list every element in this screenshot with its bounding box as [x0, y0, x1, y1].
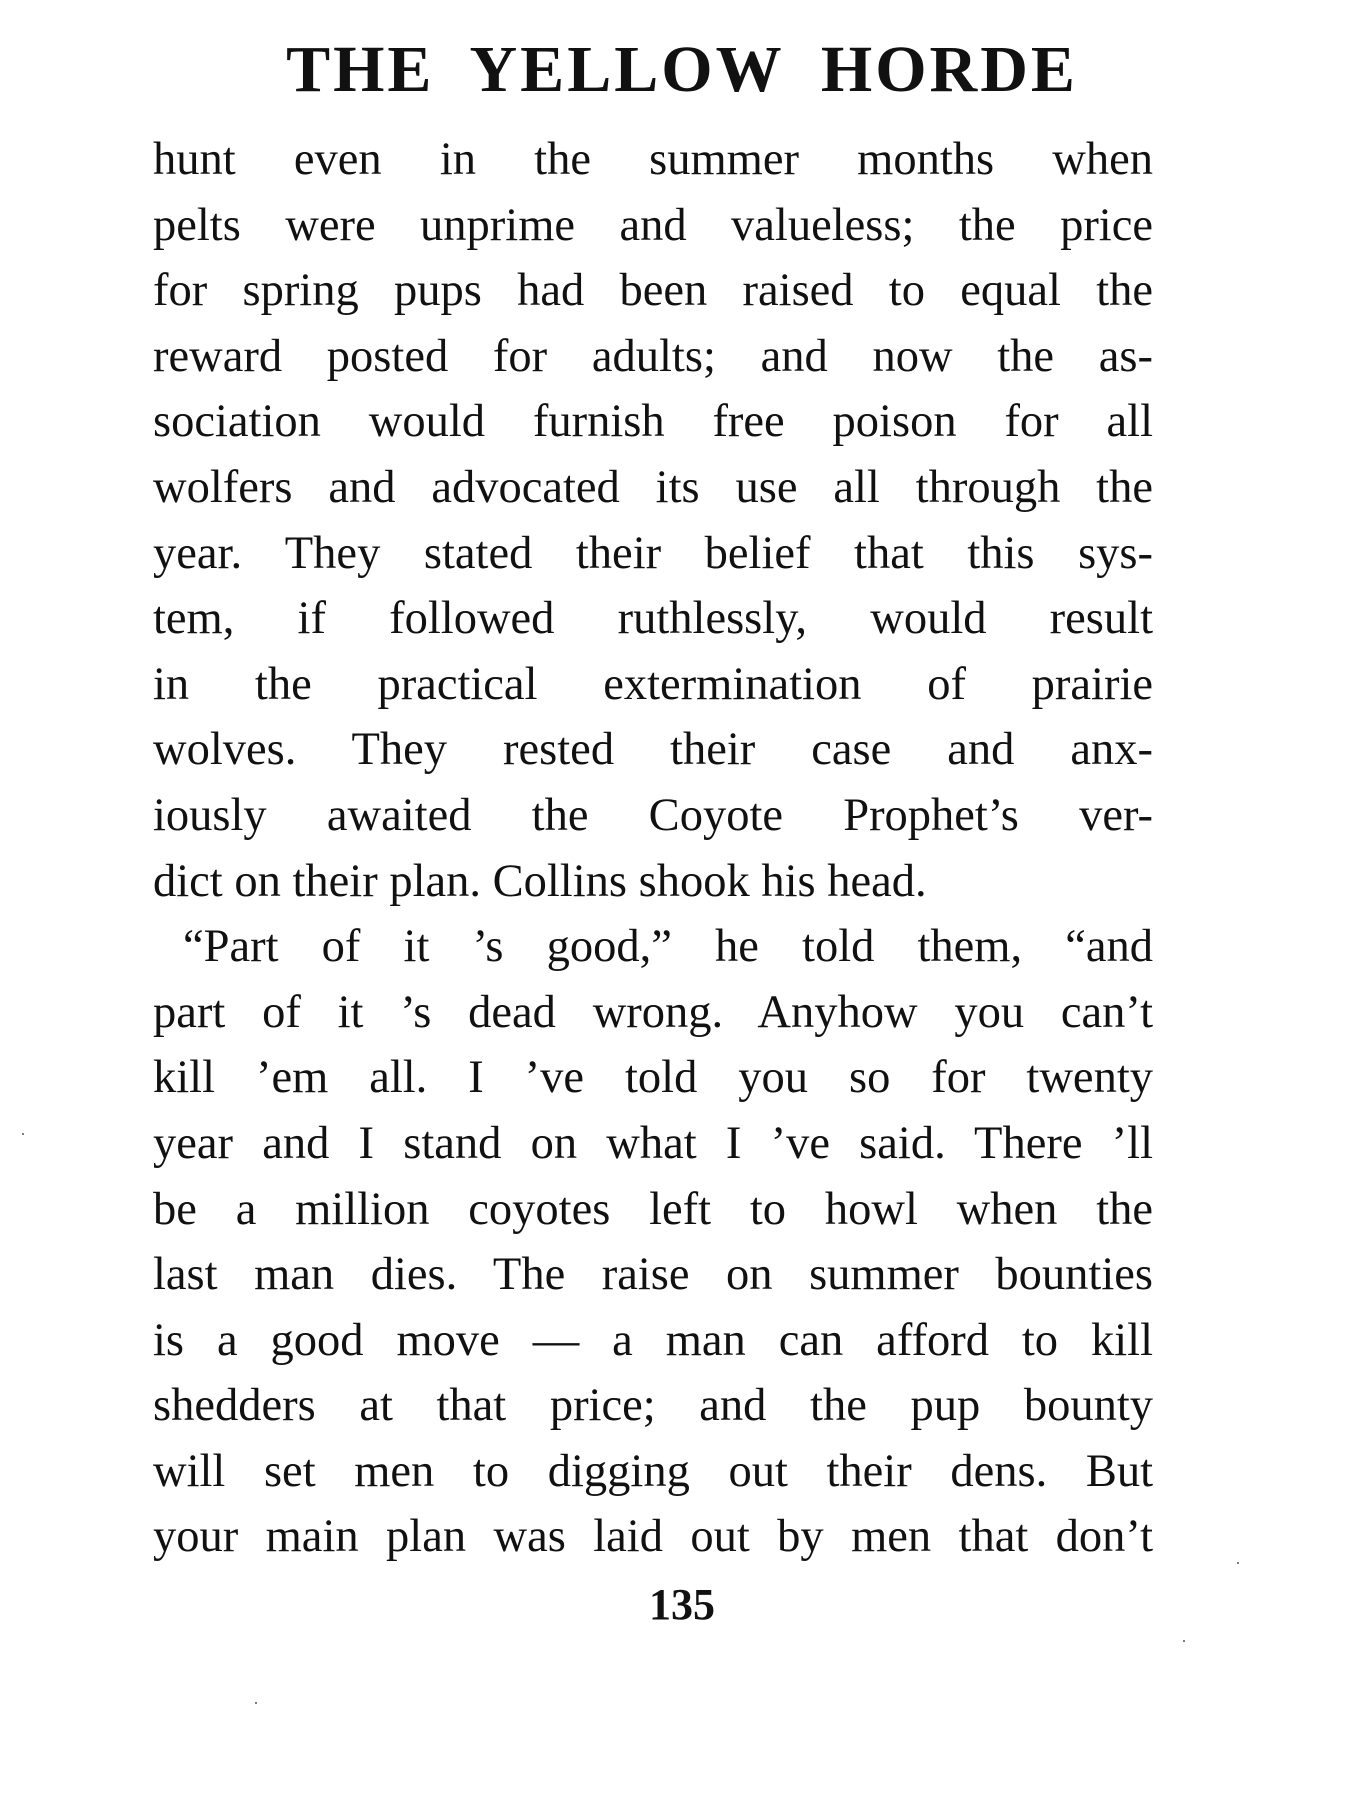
text-line: tem, if followed ruthlessly, would result [153, 593, 1153, 645]
text-line: be a million coyotes left to howl when the [153, 1183, 1153, 1235]
text-line: for spring pups had been raised to equal the [153, 265, 1153, 317]
page-title: THE YELLOW HORDE [286, 33, 1078, 106]
scan-speck [1183, 1640, 1185, 1642]
text-line: in the practical extermination of prairie [153, 658, 1153, 710]
page-number: 135 [649, 1580, 715, 1629]
text-line: year and I stand on what I ’ve said. There ’ll [153, 1117, 1153, 1169]
body-text [153, 127, 1153, 1570]
text-line: part of it ’s dead wrong. Anyhow you can’t [153, 986, 1153, 1038]
text-line: year. They stated their belief that this sys- [153, 527, 1153, 579]
scan-speck [255, 1702, 257, 1704]
text-line: dict on their plan. Collins shook his head. [153, 855, 927, 907]
scan-speck [1237, 1562, 1239, 1564]
text-line: kill ’em all. I ’ve told you so for twenty [153, 1052, 1153, 1104]
scan-speck [22, 1133, 24, 1135]
text-line: reward posted for adults; and now the as- [153, 330, 1153, 382]
text-line: is a good move — a man can afford to kill [153, 1314, 1153, 1366]
text-line: will set men to digging out their dens. But [153, 1445, 1153, 1497]
text-line: shedders at that price; and the pup bounty [153, 1380, 1153, 1432]
text-line: pelts were unprime and valueless; the price [153, 199, 1153, 251]
text-line: iously awaited the Coyote Prophet’s ver- [153, 789, 1153, 841]
text-line: “Part of it ’s good,” he told them, “and [183, 921, 1153, 973]
text-line: your main plan was laid out by men that don’t [153, 1511, 1153, 1563]
text-line: hunt even in the summer months when [153, 134, 1153, 185]
text-line: last man dies. The raise on summer bounties [153, 1249, 1153, 1301]
text-line: wolves. They rested their case and anx- [153, 724, 1153, 776]
text-line: sociation would furnish free poison for all [153, 396, 1153, 448]
text-line: wolfers and advocated its use all through the [153, 461, 1153, 513]
